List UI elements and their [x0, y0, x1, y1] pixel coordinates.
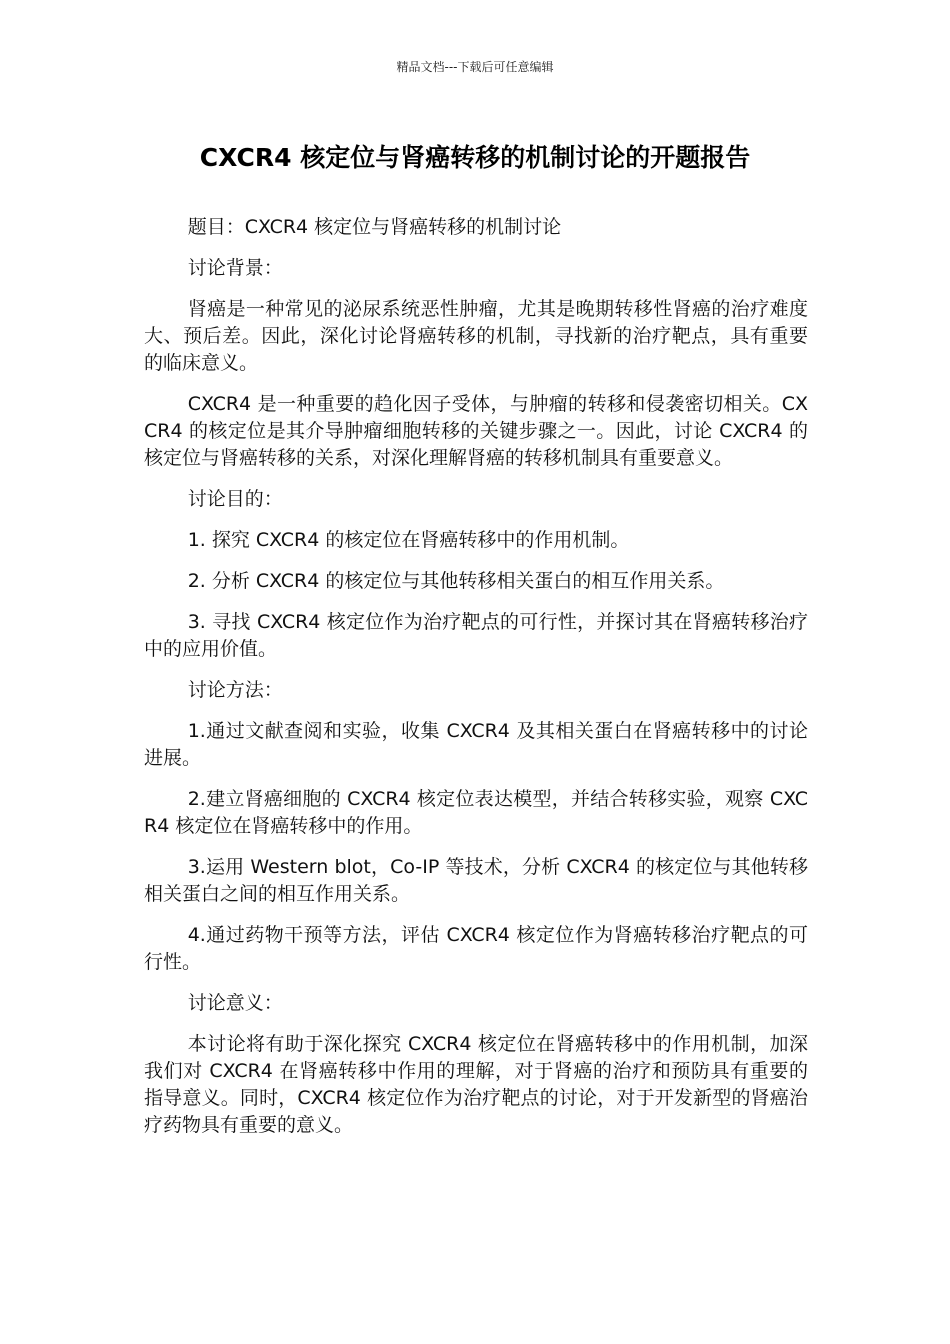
document-body — [144, 214, 808, 1153]
heading-background: 讨论背景： — [187, 257, 283, 279]
paragraph-background-1: 肾癌是一种常见的泌尿系统恶性肿瘤，尤其是晚期转移性肾癌的治疗难度大、预后差。因此，深化讨论肾癌转移的机制，寻找新的治疗靶点，具有重要的临床意义。 — [144, 298, 808, 374]
paragraph-significance: 本讨论将有助于深化探究 CXCR4 核定位在肾癌转移中的作用机制，加深我们对 CXCR4 在肾癌转移中作用的理解，对于肾癌的治疗和预防具有重要的指导意义。同时，CXCR4 核定位作为治疗靶点的讨论，对于开发新型的肾癌治疗药物具有重要的意义。 — [144, 1033, 808, 1136]
header-note: 精品文档---下载后可任意编辑 — [396, 60, 554, 74]
method-item-2: 2.建立肾癌细胞的 CXCR4 核定位表达模型，并结合转移实验，观察 CXCR4 核定位在肾癌转移中的作用。 — [144, 788, 808, 837]
document-title: CXCR4 核定位与肾癌转移的机制讨论的开题报告 — [199, 143, 751, 172]
method-item-4: 4.通过药物干预等方法，评估 CXCR4 核定位作为肾癌转移治疗靶点的可行性。 — [144, 924, 808, 973]
paragraph-topic: 题目：CXCR4 核定位与肾癌转移的机制讨论 — [187, 216, 562, 238]
heading-methods: 讨论方法： — [187, 679, 283, 701]
method-item-3: 3.运用 Western blot，Co-IP 等技术，分析 CXCR4 的核定位与其他转移相关蛋白之间的相互作用关系。 — [144, 856, 808, 905]
heading-purpose: 讨论目的： — [187, 488, 283, 510]
purpose-item-1: 1. 探究 CXCR4 的核定位在肾癌转移中的作用机制。 — [187, 529, 630, 551]
heading-significance: 讨论意义： — [187, 992, 283, 1014]
method-item-1: 1.通过文献查阅和实验，收集 CXCR4 及其相关蛋白在肾癌转移中的讨论进展。 — [144, 720, 808, 769]
purpose-item-3: 3. 寻找 CXCR4 核定位作为治疗靶点的可行性，并探讨其在肾癌转移治疗中的应用价值。 — [144, 611, 808, 660]
paragraph-background-2: CXCR4 是一种重要的趋化因子受体，与肿瘤的转移和侵袭密切相关。CXCR4 的核定位是其介导肿瘤细胞转移的关键步骤之一。因此，讨论 CXCR4 的核定位与肾癌转移的关系，对深化理解肾癌的转移机制具有重要意义。 — [144, 393, 808, 469]
purpose-item-2: 2. 分析 CXCR4 的核定位与其他转移相关蛋白的相互作用关系。 — [187, 570, 725, 592]
